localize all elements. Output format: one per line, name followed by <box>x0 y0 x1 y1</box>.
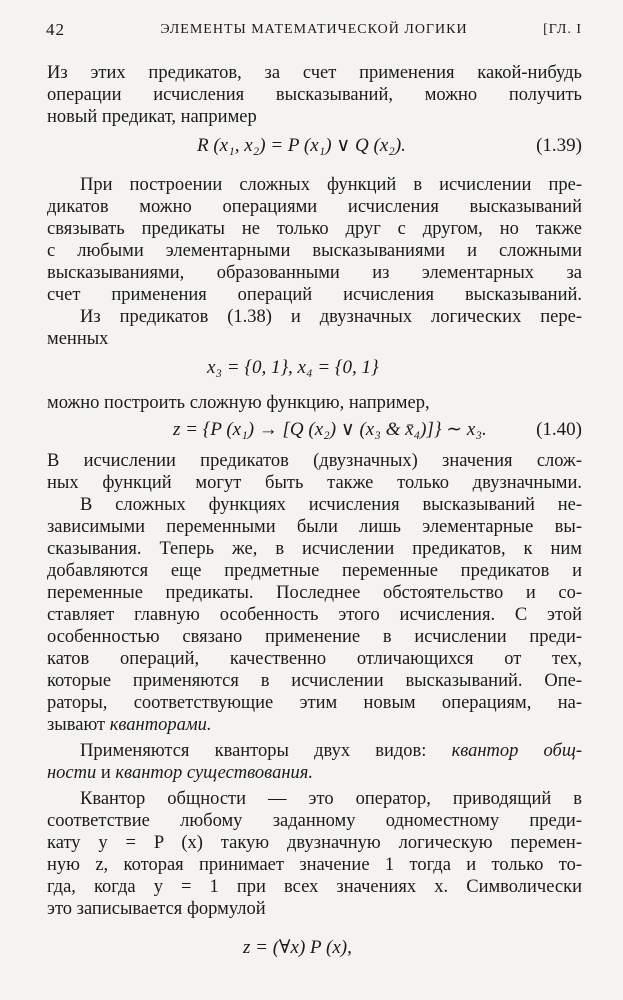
text-line: Квантор общности — это оператор, приводящий в <box>80 789 582 809</box>
text-line: переменные предикаты. Последнее обстоятельство и со- <box>47 583 582 603</box>
formula-expression: x₃ = {0, 1}, x₄ = {0, 1} <box>207 357 379 378</box>
text-line: с любыми элементарными высказываниями и сложными <box>47 241 582 261</box>
text-line: добавляются еще предметные переменные предикатов и <box>47 561 582 581</box>
text-line: дикатов можно операциями исчисления высказываний <box>47 197 582 217</box>
chapter-label: [ГЛ. I <box>543 22 582 37</box>
text-line: В исчислении предикатов (двузначных) значения слож- <box>47 451 582 471</box>
text-line: раторы, соответствующие этим новым операциям, на- <box>47 693 582 713</box>
formula-1-39 <box>47 134 582 158</box>
text-line: ставляет главную особенность этого исчисления. С этой <box>47 605 582 625</box>
text-line: гда, когда y = 1 при всех значениях x. Символически <box>47 877 582 897</box>
text-fragment: зывают <box>47 715 110 735</box>
text-line: это записывается формулой <box>47 899 266 919</box>
text-fragment: Применяются кванторы двух видов: <box>80 741 452 761</box>
text-line: катов операций, качественно отличающихся от тех, <box>47 649 582 669</box>
text-line: операции исчисления высказываний, можно получить <box>47 85 582 105</box>
text-line <box>47 714 582 736</box>
text-line: можно построить сложную функцию, например, <box>47 393 430 413</box>
text-line: менных <box>47 329 109 349</box>
text-line: кату y = P (x) такую двузначную логическую перемен- <box>47 833 582 853</box>
text-line: В сложных функциях исчисления высказываний не- <box>80 495 582 515</box>
text-line: При построении сложных функций в исчислении пре- <box>80 175 582 195</box>
running-header <box>46 20 582 44</box>
formula-expression: R (x₁, x₂) = P (x₁) ∨ Q (x₂). <box>197 135 406 156</box>
formula-variables <box>47 356 582 380</box>
text-line: которые применяются в исчислении высказываний. Опе- <box>47 671 582 691</box>
italic-term: квантор существования. <box>115 763 313 783</box>
text-line: особенностью связано применение в исчислении преди- <box>47 627 582 647</box>
text-line: зависимыми переменными были лишь элементарные вы- <box>47 517 582 537</box>
text-line: соответствие любому заданному одноместному преди- <box>47 811 582 831</box>
text-line: Из этих предикатов, за счет применения какой-нибудь <box>47 63 582 83</box>
text-line: ных функций могут быть также только двузначными. <box>47 473 582 493</box>
text-line: Из предикатов (1.38) и двузначных логических пере- <box>80 307 582 327</box>
italic-term: квантор общ- <box>451 741 582 761</box>
text-fragment: и <box>96 763 116 783</box>
text-line: новый предикат, например <box>47 107 257 127</box>
equation-number: (1.39) <box>536 135 582 156</box>
formula-expression: z = (∀x) P (x), <box>243 937 352 958</box>
equation-number: (1.40) <box>536 419 582 440</box>
text-line: счет применения операций исчисления высказываний. <box>47 285 582 305</box>
text-line: сказывания. Теперь же, в исчислении предикатов, к ним <box>47 539 582 559</box>
page-number: 42 <box>46 20 65 39</box>
formula-1-40 <box>47 418 582 442</box>
running-title: ЭЛЕМЕНТЫ МАТЕМАТИЧЕСКОЙ ЛОГИКИ <box>160 22 468 37</box>
formula-quantifier <box>47 936 582 960</box>
formula-expression: z = {P (x₁) → [Q (x₂) ∨ (x₃ & x̄₄)]} ∼ x₃. <box>173 419 487 440</box>
text-line <box>80 740 582 762</box>
text-line: связывать предикаты не только друг с другом, но также <box>47 219 582 239</box>
text-line: ную z, которая принимает значение 1 тогда и только то- <box>47 855 582 875</box>
italic-term: кванторами. <box>109 715 212 735</box>
text-line: высказываниями, образованными из элементарных за <box>47 263 582 283</box>
text-line <box>47 762 582 784</box>
italic-term: ности <box>47 763 97 783</box>
